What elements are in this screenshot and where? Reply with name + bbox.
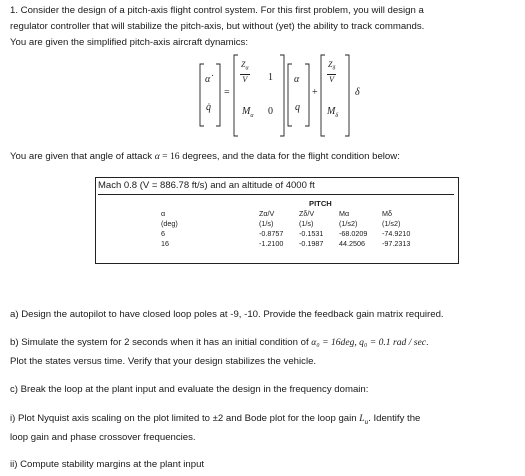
flight-condition-text: You are given that angle of attack α = 16 degrees, and the data for the flight condition below: (10, 151, 400, 162)
question-c-i-line-1: i) Plot Nyquist axis scaling on the plot limited to ±2 and Bode plot for the loop gain $L_u$. Identify the (10, 413, 421, 426)
col-z-alpha-over-v: Zα/V (1/s) -0.8757 -1.2100 (259, 209, 284, 248)
problem-intro-line-2: regulator controller that will stabilize the pitch-axis, but without (yet) the ability to track commands. (10, 21, 425, 32)
question-c-i-line-2: loop gain and phase crossover frequencies. (10, 432, 196, 443)
col-alpha: α (deg) 6 16 (161, 209, 178, 248)
a21: $M_\alpha$ (242, 106, 254, 119)
a12: 1 (268, 72, 273, 83)
flight-data-table (95, 177, 459, 264)
b2: $M_\delta$ (327, 106, 339, 119)
a11-fraction: $\frac{Z_\alpha}{V}$ (241, 60, 249, 84)
input-delta: δ (355, 87, 360, 98)
col-m-alpha: Mα (1/s2) -68.0209 44.2506 (339, 209, 368, 248)
plus-sign: + (312, 87, 318, 98)
b1-fraction: $\frac{Z_\delta}{V}$ (328, 60, 336, 84)
col-z-delta-over-v: Zδ/V (1/s) -0.1531 -0.1987 (299, 209, 324, 248)
pitch-group-header: PITCH (309, 199, 332, 208)
question-b-line-2: Plot the states versus time. Verify that your design stabilizes the vehicle. (10, 356, 317, 367)
question-c-ii: ii) Compute stability margins at the plant input (10, 459, 205, 470)
table-title: Mach 0.8 (V = 886.78 ft/s) and an altitude of 4000 ft (98, 178, 454, 195)
equals-sign: = (224, 87, 230, 98)
alpha-dot: α̇ (205, 74, 211, 85)
question-c: c) Break the loop at the plant input and evaluate the design in the frequency domain: (10, 384, 369, 395)
state-alpha: α (294, 74, 300, 85)
problem-intro-line-3: You are given the simplified pitch-axis aircraft dynamics: (10, 37, 248, 48)
a22: 0 (268, 106, 273, 117)
problem-intro-line-1: 1. Consider the design of a pitch-axis flight control system. For this first problem, you will design a (10, 5, 424, 16)
question-b-line-1: b) Simulate the system for 2 seconds when it has an initial condition of α₀ = 16deg, q₀ = 0.1 rad / sec. (10, 337, 429, 348)
state-q: q (295, 102, 300, 113)
pitch-dynamics-equation (198, 52, 398, 142)
question-a: a) Design the autopilot to have closed loop poles at -9, -10. Provide the feedback gain matrix required. (10, 309, 444, 320)
col-m-delta: Mδ (1/s2) -74.9210 -97.2313 (382, 209, 411, 248)
q-dot: q̇ (206, 102, 211, 113)
